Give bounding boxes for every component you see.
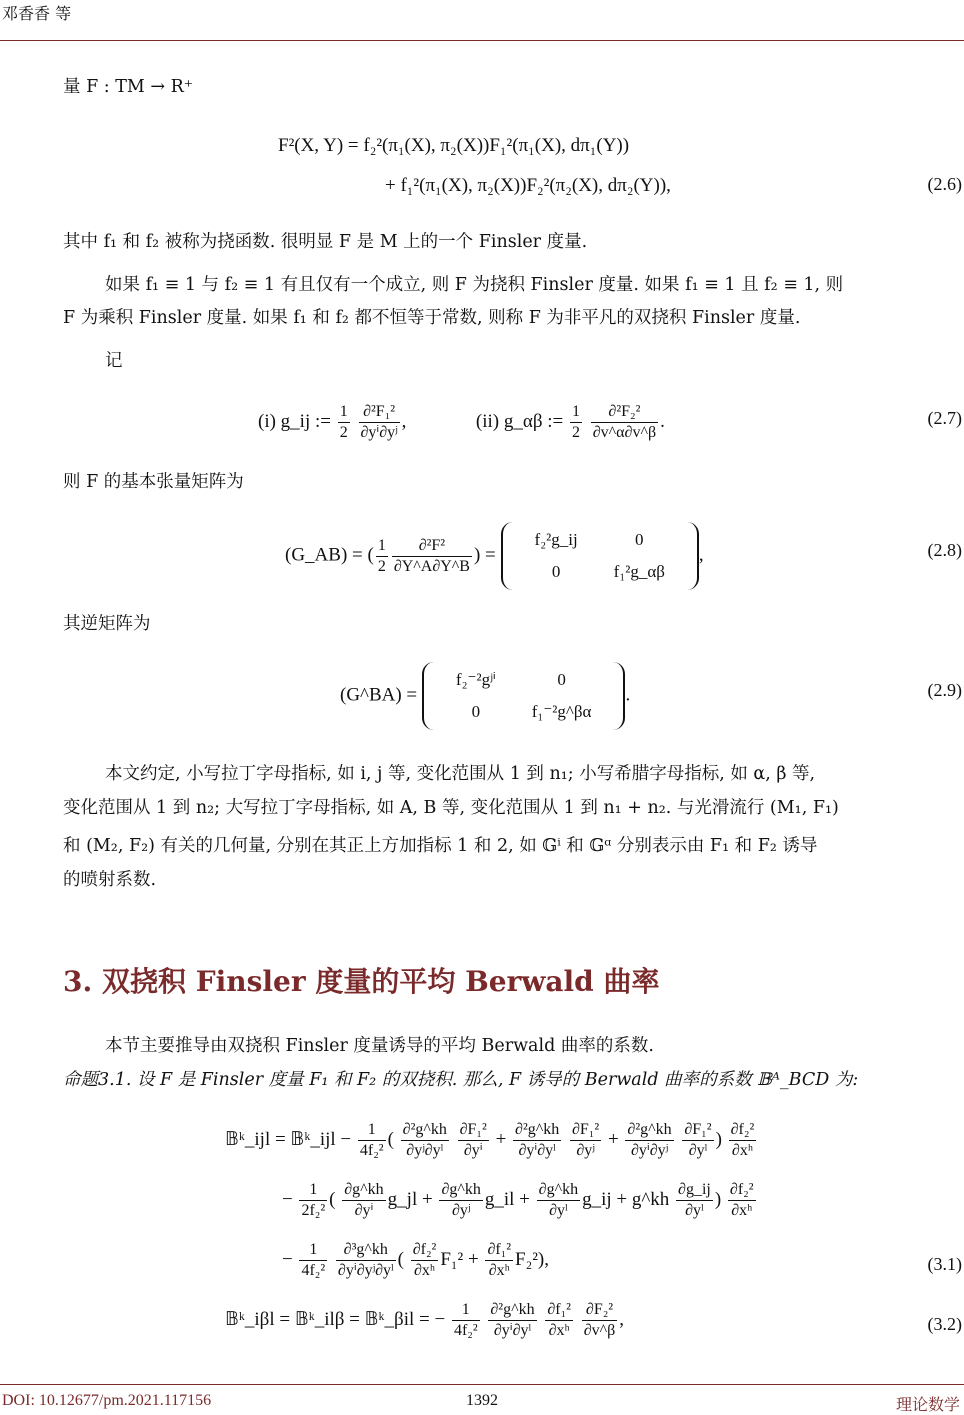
fraction: $\frac{\text{∂²F²}}{\partial Y\^{}A\partial Y\^{}B}$ <box>393 536 470 575</box>
text-line-10: 和 (M₂, F₂) 有关的几何量, 分别在其正上方加指标 1 和 2, 如 𝔾ⁱ 和 𝔾ᵅ 分别表示由 F₁ 和 F₂ 诱导 <box>63 836 818 856</box>
fraction: $\frac{\text{∂f₂²}}{\text{∂xʰ}}$ <box>729 1181 754 1219</box>
fraction: $\frac{\text{∂F₁²}}{\text{∂yʲ}}$ <box>572 1121 600 1159</box>
fraction: $\frac{\text{∂f₁²}}{\text{∂xʰ}}$ <box>487 1241 512 1279</box>
equation-2-9: (G^BA) = f₂⁻²gʲⁱ 0 0 f₁⁻²g^βα . <box>340 662 630 730</box>
minus-sign: − <box>282 1248 293 1270</box>
equation-2-6-line-2: + f₁²(π₁(X), π₂(X))F₂²(π₂(X), dπ₂(Y)), <box>385 175 671 196</box>
fraction: $\frac{1}{\text{2f₂²}}$ <box>301 1181 326 1219</box>
fraction: $\frac{\partial g\^{}kh}{\text{∂yʲ}}$ <box>441 1181 481 1219</box>
fraction: $\frac{\text{∂f₁²}}{\text{∂xʰ}}$ <box>547 1301 571 1339</box>
text-line-6: 则 F 的基本张量矩阵为 <box>63 472 244 492</box>
equation-number: (2.7) <box>927 408 962 428</box>
fraction: $\frac{\text{∂²g\textasciicircum{}kh}}{\text{∂yⁱ∂yʲ}}$ <box>627 1121 672 1159</box>
minus-sign: − <box>282 1188 293 1210</box>
fraction: $\frac{\partial g\^{}kh}{\text{∂yⁱ}}$ <box>344 1181 384 1219</box>
fraction: $\frac{1}{2}$ <box>377 536 386 575</box>
fraction: $\frac{1}{\text{4f₂²}}$ <box>359 1121 384 1159</box>
equation-2-8: (G_AB) = ( $\frac{1}{2}$ $\frac{\text{∂²F²}}{\partial Y\^{}A\partial Y\^{}B}$ ) = f₂²g_ij 0 0 f₁²g_αβ , <box>285 522 704 590</box>
text-line-9: 变化范围从 1 到 n₂; 大写拉丁字母指标, 如 A, B 等, 变化范围从 1 到 n₁ + n₂. 与光滑流行 (M₁, F₁) <box>63 798 839 818</box>
fraction: $\frac{1}{2}$ <box>571 403 580 441</box>
text-line-8: 本文约定, 小写拉丁字母指标, 如 i, j 等, 变化范围从 1 到 n₁; 小写希腊字母指标, 如 α, β 等, <box>105 764 816 784</box>
equation-2-7-part-ii: (ii) g_αβ := <box>475 410 564 432</box>
fraction: $\frac{\text{∂³g\textasciicircum{}kh}}{\text{∂yⁱ∂yʲ∂yˡ}}$ <box>337 1241 394 1279</box>
text-line-5: 记 <box>105 351 123 371</box>
fraction: $\frac{\text{∂F₂²}}{\partial v\^{}\beta}$ <box>583 1301 616 1339</box>
fraction: $\frac{1}{\text{4f₂²}}$ <box>301 1241 326 1279</box>
proposition-3-1: 命题3.1. 设 F 是 Finsler 度量 F₁ 和 F₂ 的双挠积. 那么, F 诱导的 Berwald 曲率的系数 𝔹ᴬ_BCD 为: <box>63 1070 859 1090</box>
equation-2-9-lhs: (G^BA) = <box>340 684 418 706</box>
footer-rule <box>0 1384 964 1385</box>
equation-2-6-line-1: F²(X, Y) = f₂²(π₁(X), π₂(X))F₁²(π₁(X), dπ₁(Y)) <box>278 135 630 156</box>
equation-3-2-lhs: 𝔹ᵏ_iβl = 𝔹ᵏ_ilβ = 𝔹ᵏ_βil = − <box>225 1308 446 1330</box>
inverse-matrix: f₂⁻²gʲⁱ 0 0 f₁⁻²g^βα <box>422 662 626 730</box>
text-line-7: 其逆矩阵为 <box>63 614 151 634</box>
fraction: $\frac{\text{∂F₁²}}{\text{∂yˡ}}$ <box>684 1121 712 1159</box>
fraction: $\frac{\text{∂²F₂²}}{\partial v\^{}\alpha\partial v\^{}\beta}$ <box>592 403 657 441</box>
equation-2-7-part-i: (i) g_ij := <box>258 410 331 432</box>
equation-2-8-lhs: (G_AB) = ( <box>285 544 374 566</box>
equation-number: (3.1) <box>927 1254 962 1274</box>
equation-3-1-line-2: − $\frac{1}{\text{2f₂²}}$ ( $\frac{\partial g\^{}kh}{\text{∂yⁱ}}$ g_jl + $\frac{\partial g\^{}kh}{\text{∂yʲ}}$ g_il + $\frac{\partial g\^{}kh}{\text{∂yˡ}}$ g_ij + g^kh $\frac{\partial g\_ij}{\text{∂yˡ}}$ ) $\frac{\text{∂f₂²}}{\text{∂xʰ}}$ <box>282 1181 754 1219</box>
equation-3-1-lhs: 𝔹ᵏ_ijl = 𝔹ᵏ_ijl − <box>225 1128 352 1150</box>
text-line-1: 量 F : TM → R⁺ <box>63 77 194 97</box>
fraction: $\frac{\text{∂²g\textasciicircum{}kh}}{\text{∂yʲ∂yˡ}}$ <box>402 1121 447 1159</box>
fraction: $\frac{\text{∂²F₁²}}{\text{∂yⁱ∂yʲ}}$ <box>360 403 398 441</box>
page-header <box>0 0 964 40</box>
equation-3-1-line-3: − $\frac{1}{\text{4f₂²}}$ $\frac{\text{∂³g\textasciicircum{}kh}}{\text{∂yⁱ∂yʲ∂yˡ}}$ ( $\frac{\text{∂f₂²}}{\text{∂xʰ}}$ F₁² + $\frac{\text{∂f₁²}}{\text{∂xʰ}}$ F₂²), <box>282 1241 550 1279</box>
equation-number: (2.9) <box>927 680 962 700</box>
fraction: $\frac{\partial g\^{}kh}{\text{∂yˡ}}$ <box>538 1181 579 1219</box>
fraction: $\frac{1}{2}$ <box>339 403 348 441</box>
fraction: $\frac{\text{∂²g\textasciicircum{}kh}}{\text{∂yⁱ∂yˡ}}$ <box>490 1301 535 1339</box>
journal-name: 理论数学 <box>895 1397 960 1414</box>
fraction: $\frac{\text{∂f₂²}}{\text{∂xʰ}}$ <box>730 1121 755 1159</box>
equation-3-2: 𝔹ᵏ_iβl = 𝔹ᵏ_ilβ = 𝔹ᵏ_βil = − $\frac{1}{\text{4f₂²}}$ $\frac{\text{∂²g\textasciicircum{}kh}}{\text{∂yⁱ∂yˡ}}$ $\frac{\text{∂f₁²}}{\text{∂xʰ}}$ $\frac{\text{∂F₂²}}{\partial v\^{}\beta}$ , <box>225 1301 625 1339</box>
fraction: $\frac{\text{∂²g\textasciicircum{}kh}}{\text{∂yⁱ∂yˡ}}$ <box>515 1121 560 1159</box>
text-line-3: 如果 f₁ ≡ 1 与 f₂ ≡ 1 有且仅有一个成立, 则 F 为挠积 Finsler 度量. 如果 f₁ ≡ 1 且 f₂ ≡ 1, 则 <box>105 275 844 295</box>
tensor-matrix: f₂²g_ij 0 0 f₁²g_αβ <box>501 522 699 590</box>
doi-link[interactable]: DOI: 10.12677/pm.2021.117156 <box>2 1392 212 1409</box>
equation-3-1-line-1: 𝔹ᵏ_ijl = 𝔹ᵏ_ijl − $\frac{1}{\text{4f₂²}}$ ( $\frac{\text{∂²g\textasciicircum{}kh}}{\text{∂yʲ∂yˡ}}$ $\frac{\text{∂F₁²}}{\text{∂yⁱ}}$ + $\frac{\text{∂²g\textasciicircum{}kh}}{\text{∂yⁱ∂yˡ}}$ $\frac{\text{∂F₁²}}{\text{∂yʲ}}$ + $\frac{\text{∂²g\textasciicircum{}kh}}{\text{∂yⁱ∂yʲ}}$ $\frac{\text{∂F₁²}}{\text{∂yˡ}}$ ) $\frac{\text{∂f₂²}}{\text{∂xʰ}}$ <box>225 1121 755 1159</box>
equation-number: (2.6) <box>927 174 962 194</box>
equation-number: (2.8) <box>927 540 962 560</box>
text-line-2: 其中 f₁ 和 f₂ 被称为挠函数. 很明显 F 是 M 上的一个 Finsler 度量. <box>63 232 588 252</box>
header-rule <box>0 40 964 41</box>
fraction: $\frac{\text{∂f₂²}}{\text{∂xʰ}}$ <box>412 1241 437 1279</box>
equation-2-7: (i) g_ij := $\frac{1}{2}$ $\frac{\text{∂²F₁²}}{\text{∂yⁱ∂yʲ}}$ , (ii) g_αβ := $\frac{1}{2}$ $\frac{\text{∂²F₂²}}{\partial v\^{}\alpha\partial v\^{}\beta}$ . <box>258 403 665 441</box>
section-title: 3. 双挠积 Finsler 度量的平均 Berwald 曲率 <box>63 965 660 998</box>
text-line-11: 的喷射系数. <box>63 870 157 890</box>
fraction: $\frac{1}{\text{4f₂²}}$ <box>453 1301 478 1339</box>
header-author: 邓香香 等 <box>2 4 72 23</box>
page-number: 1392 <box>466 1392 498 1409</box>
fraction: $\frac{\partial g\_ij}{\text{∂yˡ}}$ <box>678 1181 711 1219</box>
equation-number: (3.2) <box>927 1314 962 1334</box>
fraction: $\frac{\text{∂F₁²}}{\text{∂yⁱ}}$ <box>459 1121 487 1159</box>
text-line-4: F 为乘积 Finsler 度量. 如果 f₁ 和 f₂ 都不恒等于常数, 则称 F 为非平凡的双挠积 Finsler 度量. <box>63 308 801 328</box>
text-line-12: 本节主要推导由双挠积 Finsler 度量诱导的平均 Berwald 曲率的系数. <box>105 1036 654 1056</box>
